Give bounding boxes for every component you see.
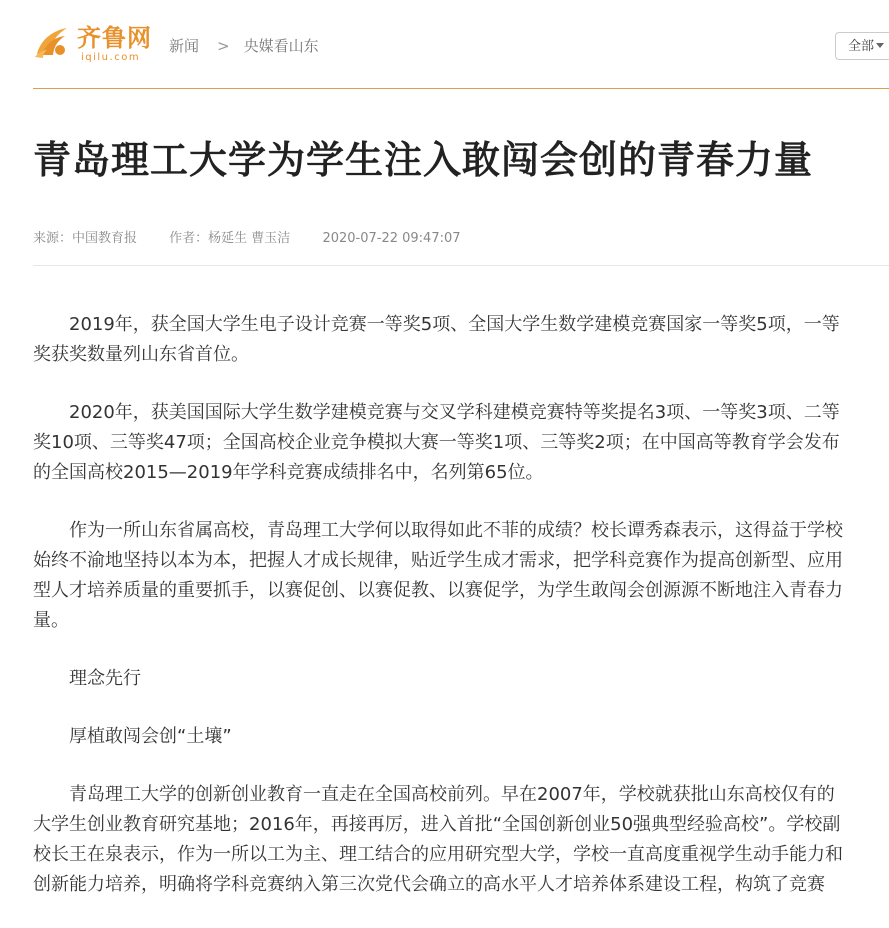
article-paragraph: 2020年，获美国国际大学生数学建模竞赛与交叉学科建模竞赛特等奖提名3项、一等奖3项、二等奖10项、三等奖47项；全国高校企业竞争模拟大赛一等奖1项、三等奖2项；在中国高等教育学会发布的全国高校2015—2019年学科竞赛成绩排名中，名列第65位。 — [33, 402, 840, 483]
logo-domain-text: iqilu.com — [81, 52, 141, 63]
article-meta — [33, 230, 489, 248]
article-source: 来源：中国教育报 — [33, 231, 138, 246]
flame-logo-icon — [33, 24, 71, 60]
chevron-down-icon — [876, 43, 884, 48]
meta-divider — [33, 265, 889, 266]
logo-text: 齐鲁网 — [77, 24, 152, 52]
article-body — [33, 310, 847, 928]
breadcrumb-item-central-media[interactable]: 央媒看山东 — [243, 37, 319, 55]
header-divider — [33, 88, 889, 89]
breadcrumb — [169, 36, 319, 56]
breadcrumb-item-news[interactable]: 新闻 — [169, 37, 200, 55]
site-logo[interactable] — [33, 20, 153, 66]
article-date: 2020-07-22 09:47:07 — [322, 231, 461, 246]
section-subheading: 厚植敢闯会创“土壤” — [69, 726, 232, 747]
site-header — [33, 20, 889, 70]
article-paragraph: 2019年，获全国大学生电子设计竞赛一等奖5项、全国大学生数学建模竞赛国家一等奖5项，一等奖获奖数量列山东省首位。 — [33, 314, 840, 365]
breadcrumb-separator: > — [217, 37, 230, 55]
article-paragraph: 青岛理工大学的创新创业教育一直走在全国高校前列。早在2007年，学校就获批山东高校仅有的大学生创业教育研究基地；2016年，再接再厉，进入首批“全国创新创业50强典型经验高校”。学校副校长王在泉表示，作为一所以工为主、理工结合的应用研究型大学，学校一直高度重视学生动手能力和创新能力培养，明确将学科竞赛纳入第三次党代会确立的高水平人才培养体系建设工程，构筑了竞赛 — [33, 784, 843, 895]
section-heading: 理念先行 — [69, 668, 141, 689]
search-scope-select[interactable] — [835, 32, 889, 60]
article-author: 作者：杨延生 曹玉洁 — [169, 231, 291, 246]
search-scope-value: 全部 — [848, 39, 875, 54]
article-title: 青岛理工大学为学生注入敢闯会创的青春力量 — [33, 138, 814, 182]
article-paragraph: 作为一所山东省属高校，青岛理工大学何以取得如此不菲的成绩？校长谭秀森表示，这得益于学校始终不渝地坚持以本为本，把握人才成长规律，贴近学生成才需求，把学科竞赛作为提高创新型、应用型人才培养质量的重要抓手，以赛促创、以赛促教、以赛促学，为学生敢闯会创源源不断地注入青春力量。 — [33, 520, 843, 631]
